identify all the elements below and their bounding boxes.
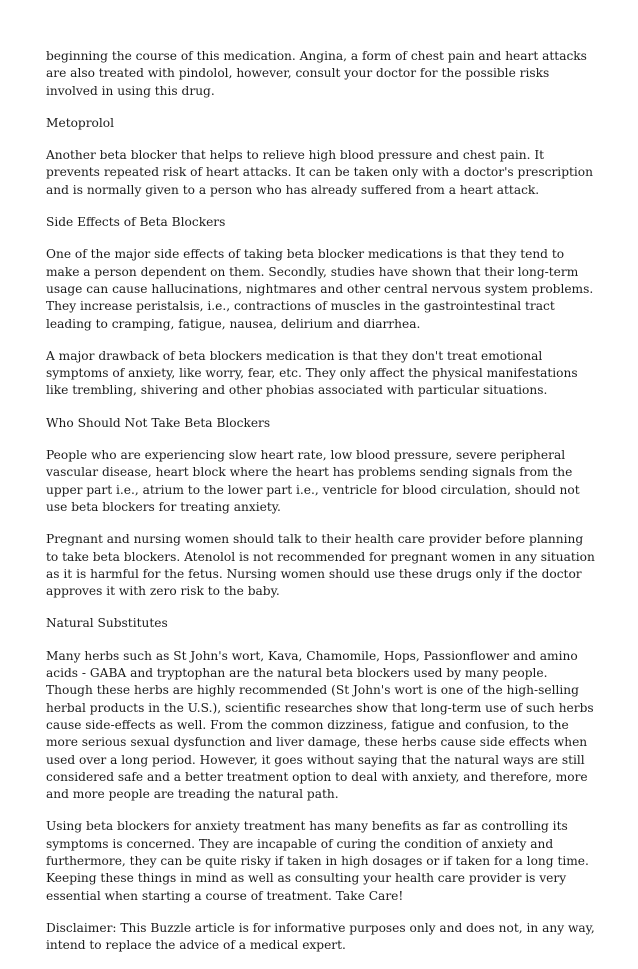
natural-paragraph-2: Using beta blockers for anxiety treatment has many benefits as far as controlling its symptoms is concerned. They are incapable of curing the condition of anxiety and furthermore, they can be quite risky if taken in high dosages or if taken for a long time. Keeping these things in mind as well as consulting your health care provider is very essential when starting a course of treatment. Take Care! [46, 819, 589, 903]
intro-paragraph: beginning the course of this medication. Angina, a form of chest pain and heart attacks are also treated with pindolol, however, consult your doctor for the possible risks involved in using this drug. [46, 49, 587, 98]
who-should-not-paragraph-1: People who are experiencing slow heart rate, low blood pressure, severe peripheral vascular disease, heart block where the heart has problems sending signals from the upper part i.e., atrium to the lower part i.e., ventricle for blood circulation, should not use beta blockers for treating anxiety. [46, 448, 580, 514]
side-effects-paragraph-2: A major drawback of beta blockers medication is that they don't treat emotional symptoms of anxiety, like worry, fear, etc. They only affect the physical manifestations like trembling, shivering and other phobias associated with particular situations. [46, 348, 578, 398]
metoprolol-paragraph: Another beta blocker that helps to relieve high blood pressure and chest pain. It prevents repeated risk of heart attacks. It can be taken only with a doctor's prescription and is normally given to a person who has already suffered from a heart attack. [46, 148, 593, 197]
who-should-not-paragraph-2: Pregnant and nursing women should talk to their health care provider before planning to take beta blockers. Atenolol is not recommended for pregnant women in any situation as it is harmful for the fetus. Nursing women should use these drugs only if the doctor approves it with zero risk to the baby. [46, 532, 595, 599]
heading-side-effects: Side Effects of Beta Blockers [46, 215, 226, 230]
side-effects-paragraph-1: One of the major side effects of taking beta blocker medications is that they tend to make a person dependent on them. Secondly, studies have shown that their long-term usage can cause hallucinations, nightmares and other central nervous system problems. They increase peristalsis, i.e., contractions of muscles in the gastrointestinal tract leading to cramping, fatigue, nausea, delirium and diarrhea. [46, 247, 594, 331]
disclaimer-paragraph: Disclaimer: This Buzzle article is for informative purposes only and does not, in any way, intend to replace the advice of a medical expert. [46, 920, 595, 953]
heading-metoprolol: Metoprolol [46, 115, 115, 130]
heading-who-should-not: Who Should Not Take Beta Blockers [46, 415, 271, 430]
document-page [46, 48, 598, 969]
natural-paragraph-1: Many herbs such as St John's wort, Kava, Chamomile, Hops, Passionflower and amino acids - GABA and tryptophan are the natural beta blockers used by many people. Though these herbs are highly recommended (St John's wort is one of the high-selling herbal products in the U.S.), scientific researches show that long-term use of such herbs cause side-effects as well. From the common dizziness, fatigue and confusion, to the more serious sexual dysfunction and liver damage, these herbs cause side effects when used over a long period. However, it goes without saying that the natural ways are still considered safe and a better treatment option to deal with anxiety, and therefore, more and more people are treading the natural path. [46, 648, 594, 802]
heading-natural-substitutes: Natural Substitutes [46, 616, 168, 631]
